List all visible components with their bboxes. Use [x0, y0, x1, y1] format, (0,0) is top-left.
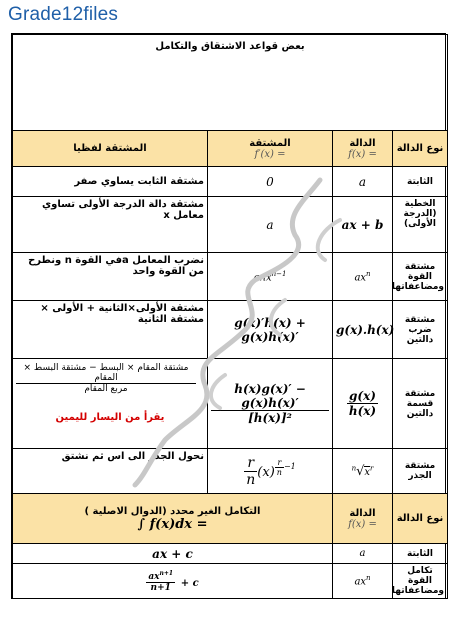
derivative-cell: a: [208, 197, 333, 253]
reading-direction-note: يقرأ من اليسار لليمين: [55, 412, 165, 423]
verbal-cell: مشتقة الثابت يساوي صفر: [13, 167, 208, 197]
rules-sheet: [11, 33, 446, 599]
header-type: نوع الدالة: [393, 131, 448, 167]
function-cell: $\frac{g(x)}{h(x)}$: [333, 359, 393, 449]
type-cell: الخطية (الدرجة الأولى): [393, 197, 448, 253]
integral-header-row: [13, 494, 448, 544]
type-cell: مشتقة القوة ومضاعفاتها: [393, 253, 448, 301]
function-cell: $ax^n$: [333, 253, 393, 301]
type-cell: مشتقة الجذر: [393, 449, 448, 494]
integral-cell: ax + c: [13, 544, 333, 564]
site-brand: Grade12files: [8, 4, 119, 25]
derivative-cell: $\frac{r}{n}$ (x) $^{\frac{r}{n} -1}$: [208, 449, 333, 494]
table-row: [13, 359, 448, 449]
function-cell: $^n√x^r$: [333, 449, 393, 494]
function-cell: g(x).h(x): [333, 301, 393, 359]
header-function: الدالة f(x) =: [333, 494, 393, 544]
page-title: بعض قواعد الاشتقاق والتكامل: [13, 35, 448, 131]
derivative-header-row: [13, 131, 448, 167]
verbal-cell: نحول الجذر الى اس ثم نشتق: [13, 449, 208, 494]
header-type: نوع الدالة: [393, 494, 448, 544]
header-derivative: المشتقة f′(x) =: [208, 131, 333, 167]
type-cell: مشتقة قسمة دالتين: [393, 359, 448, 449]
function-cell: ax + b: [333, 197, 393, 253]
type-cell: الثابتة: [393, 167, 448, 197]
table-row: [13, 449, 448, 494]
table-row: [13, 301, 448, 359]
derivative-cell: $\frac{h(x)g(x)' - g(x)h(x)'}{\text{[h(x)]²}}$: [208, 359, 333, 449]
type-cell: مشتقة ضرب دالتين: [393, 301, 448, 359]
table-row: [13, 253, 448, 301]
derivative-cell: g(x)′h(x) + g(x)h(x)′: [208, 301, 333, 359]
function-cell: $ax^n$: [333, 564, 393, 599]
function-cell: a: [333, 544, 393, 564]
type-cell: تكامل القوة ومضاعفاتها: [393, 564, 448, 599]
derivative-cell: anx$^{n-1}$: [208, 253, 333, 301]
verbal-cell: $\frac{\text{مشتقة المقام × البسط − مشتقة البسط × المقام}}{\text{مربع المقام}}$ يقرأ من اليسار لليمين: [13, 359, 208, 449]
table-row: [13, 167, 448, 197]
table-row: [13, 564, 448, 599]
header-integral: التكامل الغير محدد (الدوال الاصلية ) ∫ f(x)dx =: [13, 494, 333, 544]
verbal-cell: مشتقة الأولى×الثانية + الأولى × مشتقة الثانية: [13, 301, 208, 359]
table-row: [13, 197, 448, 253]
type-cell: الثابتة: [393, 544, 448, 564]
function-cell: a: [333, 167, 393, 197]
verbal-cell: نضرب المعامل aفي القوة n ونطرح من القوة واحد: [13, 253, 208, 301]
header-function: الدالة f(x) =: [333, 131, 393, 167]
integral-cell: $\frac{ax^{n+1}}{n+1}$ + c: [13, 564, 333, 599]
header-verbal: المشتقة لفظيا: [13, 131, 208, 167]
derivative-cell: 0: [208, 167, 333, 197]
table-row: [13, 544, 448, 564]
verbal-cell: مشتقة دالة الدرجة الأولى تساوي معامل x: [13, 197, 208, 253]
